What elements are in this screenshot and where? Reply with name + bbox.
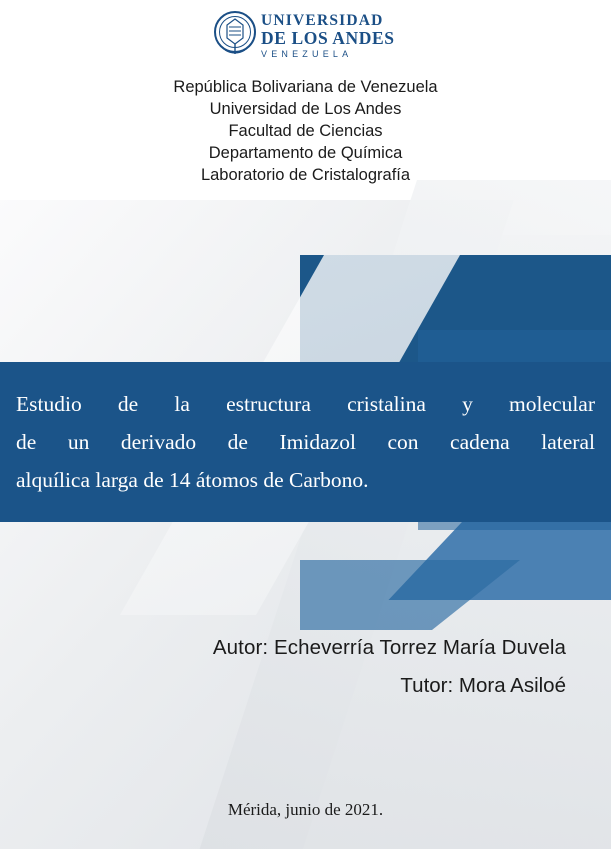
credits-block xyxy=(0,636,611,698)
tutor-name: Tutor: Mora Asiloé xyxy=(400,674,566,697)
document-title xyxy=(0,385,611,499)
institution-block xyxy=(0,76,611,186)
cover-header xyxy=(0,0,611,186)
logo-line-3: VENEZUELA xyxy=(261,49,353,59)
author-name: Autor: Echeverría Torrez María Duvela xyxy=(212,636,566,659)
title-line-3: alquílica larga de 14 átomos de Carbono. xyxy=(16,468,369,492)
institution-line-5: Laboratorio de Cristalografía xyxy=(200,166,411,184)
institution-line-3: Facultad de Ciencias xyxy=(228,122,383,140)
title-band xyxy=(0,362,611,522)
logo-wordmark xyxy=(261,12,395,61)
logo-line-2: DE LOS ANDES xyxy=(261,28,395,48)
institution-line-1: República Bolivariana de Venezuela xyxy=(173,78,438,96)
university-seal-icon xyxy=(213,10,257,56)
place-and-date: Mérida, junio de 2021. xyxy=(227,800,384,819)
title-line-2: de un derivado de Imidazol con cadena lateral xyxy=(16,430,595,454)
institution-line-4: Departamento de Química xyxy=(208,144,403,162)
logo-line-1: UNIVERSIDAD xyxy=(261,12,384,29)
institution-line-2: Universidad de Los Andes xyxy=(209,100,402,118)
university-logo xyxy=(203,10,408,70)
title-line-1: Estudio de la estructura cristalina y molecular xyxy=(16,392,595,416)
